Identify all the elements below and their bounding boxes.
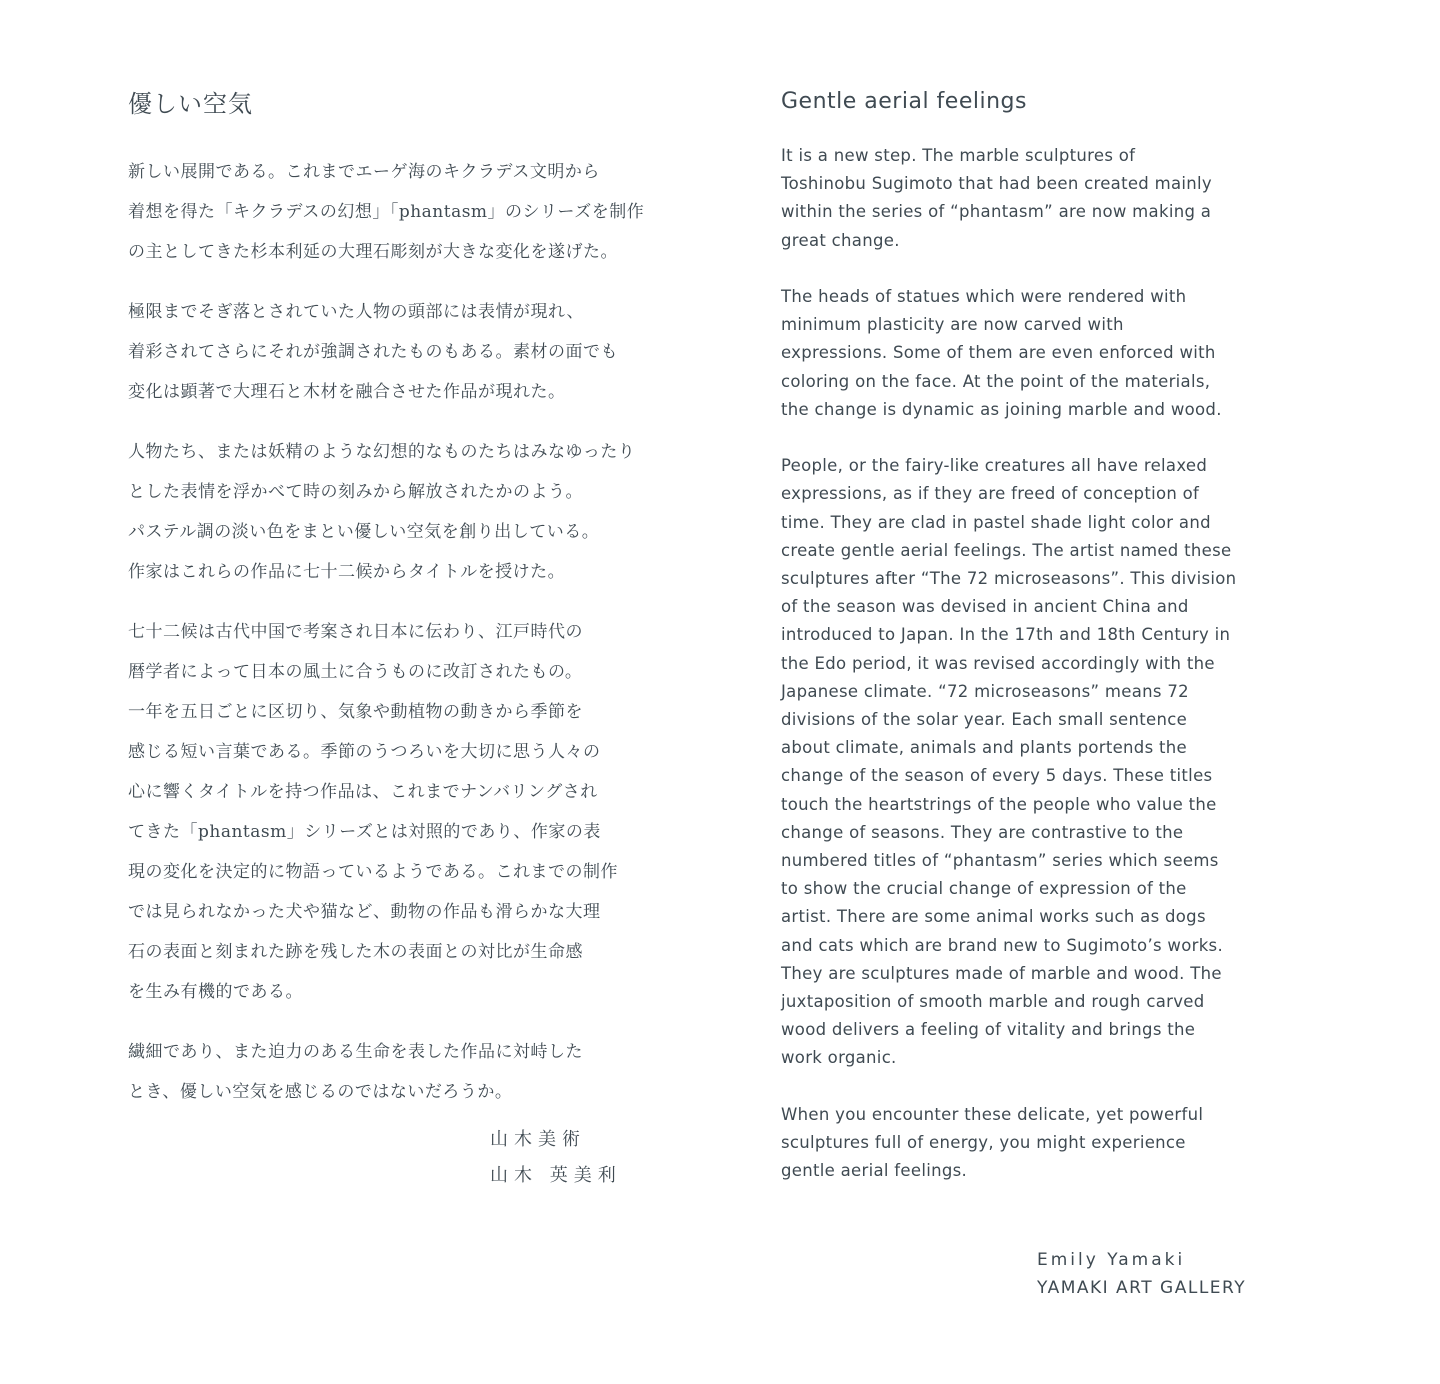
text-line: 変化は顕著で大理石と木材を融合させた作品が現れた。: [128, 382, 566, 402]
english-paragraph-1: [781, 142, 1301, 255]
text-line: sculptures after “The 72 microseasons”. This division: [781, 569, 1237, 589]
text-line: create gentle aerial feelings. The artist named these: [781, 540, 1232, 560]
text-line: When you encounter these delicate, yet powerful: [781, 1104, 1204, 1124]
text-line: the Edo period, it was revised accordingly with the: [781, 653, 1215, 673]
text-line: to show the crucial change of expression of the: [781, 879, 1187, 899]
text-line: wood delivers a feeling of vitality and brings the: [781, 1020, 1196, 1040]
japanese-column: [128, 84, 645, 1186]
text-line: 新しい展開である。これまでエーゲ海のキクラデス文明から: [128, 162, 600, 182]
text-line: time. They are clad in pastel shade light color and: [781, 512, 1211, 532]
english-column: [781, 84, 1301, 1298]
text-line: expressions. Some of them are even enforced with: [781, 343, 1216, 363]
text-line: within the series of “phantasm” are now making a: [781, 202, 1212, 222]
text-line: Toshinobu Sugimoto that had been created mainly: [781, 174, 1212, 194]
text-line: 着想を得た「キクラデスの幻想」「phantasm」のシリーズを制作: [128, 202, 645, 222]
text-line: minimum plasticity are now carved with: [781, 315, 1124, 335]
text-line: 現の変化を決定的に物語っているようである。これまでの制作: [128, 862, 618, 882]
text-line: とき、優しい空気を感じるのではないだろうか。: [128, 1082, 513, 1102]
text-line: 感じる短い言葉である。季節のうつろいを大切に思う人々の: [128, 742, 601, 762]
text-line: It is a new step. The marble sculptures of: [781, 146, 1136, 165]
text-line: 暦学者によって日本の風土に合うものに改訂されたもの。: [128, 662, 583, 682]
text-line: 繊細であり、また迫力のある生命を表した作品に対峙した: [128, 1042, 583, 1062]
signature-gallery: YAMAKI ART GALLERY: [1037, 1278, 1247, 1298]
text-line: gentle aerial feelings.: [781, 1161, 968, 1181]
text-line: about climate, animals and plants portends the: [781, 738, 1187, 758]
text-line: 心に響くタイトルを持つ作品は、これまでナンバリングされ: [128, 782, 598, 802]
text-line: People, or the fairy-like creatures all have relaxed: [781, 456, 1208, 476]
text-line: introduced to Japan. In the 17th and 18th Century in: [781, 625, 1231, 645]
text-line: とした表情を浮かべて時の刻みから解放されたかのよう。: [128, 482, 583, 502]
english-signature: [1037, 1246, 1246, 1302]
text-line: 作家はこれらの作品に七十二候からタイトルを授けた。: [128, 562, 566, 582]
text-line: They are sculptures made of marble and wood. The: [781, 963, 1222, 983]
text-line: では見られなかった犬や猫など、動物の作品も滑らかな大理: [128, 902, 601, 922]
text-line: touch the heartstrings of the people who value the: [781, 794, 1217, 814]
text-line: 一年を五日ごとに区切り、気象や動植物の動きから季節を: [128, 702, 583, 722]
text-line: and cats which are brand new to Sugimoto’s works.: [781, 935, 1223, 955]
text-line: を生み有機的である。: [128, 982, 303, 1002]
text-line: artist. There are some animal works such as dogs: [781, 907, 1206, 927]
english-title: Gentle aerial feelings: [781, 89, 1027, 114]
text-line: the change is dynamic as joining marble and wood.: [781, 399, 1222, 419]
signature-gallery: 山木美術: [490, 1129, 586, 1150]
text-line: divisions of the solar year. Each small sentence: [781, 710, 1188, 730]
japanese-paragraph-4: [128, 612, 628, 1012]
text-line: change of the season of every 5 days. These titles: [781, 766, 1213, 786]
text-line: numbered titles of “phantasm” series which seems: [781, 851, 1219, 871]
japanese-title: 優しい空気: [128, 90, 253, 118]
text-line: 七十二候は古代中国で考案され日本に伝わり、江戸時代の: [128, 622, 583, 642]
japanese-paragraph-3: [128, 432, 636, 592]
text-line: sculptures full of energy, you might experience: [781, 1133, 1186, 1153]
english-paragraph-2: [781, 283, 1301, 424]
text-line: てきた「phantasm」シリーズとは対照的であり、作家の表: [128, 822, 601, 842]
english-paragraph-3: [781, 452, 1301, 1072]
signature-name: Emily Yamaki: [1037, 1250, 1186, 1270]
japanese-paragraph-2: [128, 292, 628, 412]
text-line: 石の表面と刻まれた跡を残した木の表面との対比が生命感: [128, 942, 583, 962]
japanese-paragraph-5: [128, 1032, 628, 1112]
text-line: expressions, as if they are freed of conception of: [781, 484, 1200, 504]
text-line: 極限までそぎ落とされていた人物の頭部には表情が現れ、: [128, 302, 585, 322]
text-line: の主としてきた杉本利延の大理石彫刻が大きな変化を遂げた。: [128, 242, 618, 262]
english-paragraph-4: [781, 1101, 1301, 1186]
japanese-signature: [490, 1122, 622, 1194]
text-line: change of seasons. They are contrastive to the: [781, 822, 1184, 842]
text-line: The heads of statues which were rendered with: [781, 287, 1187, 306]
text-line: coloring on the face. At the point of the materials,: [781, 371, 1211, 391]
japanese-paragraph-1: [128, 152, 645, 272]
text-line: パステル調の淡い色をまとい優しい空気を創り出している。: [128, 522, 600, 542]
text-line: Japanese climate. “72 microseasons” means 72: [781, 681, 1189, 701]
text-line: 着彩されてさらにそれが強調されたものもある。素材の面でも: [128, 342, 618, 362]
text-line: 人物たち、または妖精のような幻想的なものたちはみなゆったり: [128, 442, 636, 462]
text-line: great change.: [781, 230, 900, 250]
text-line: of the season was devised in ancient China and: [781, 597, 1189, 617]
text-line: juxtaposition of smooth marble and rough carved: [781, 992, 1205, 1012]
signature-author: 山木 英美利: [490, 1165, 622, 1186]
text-line: work organic.: [781, 1048, 897, 1068]
